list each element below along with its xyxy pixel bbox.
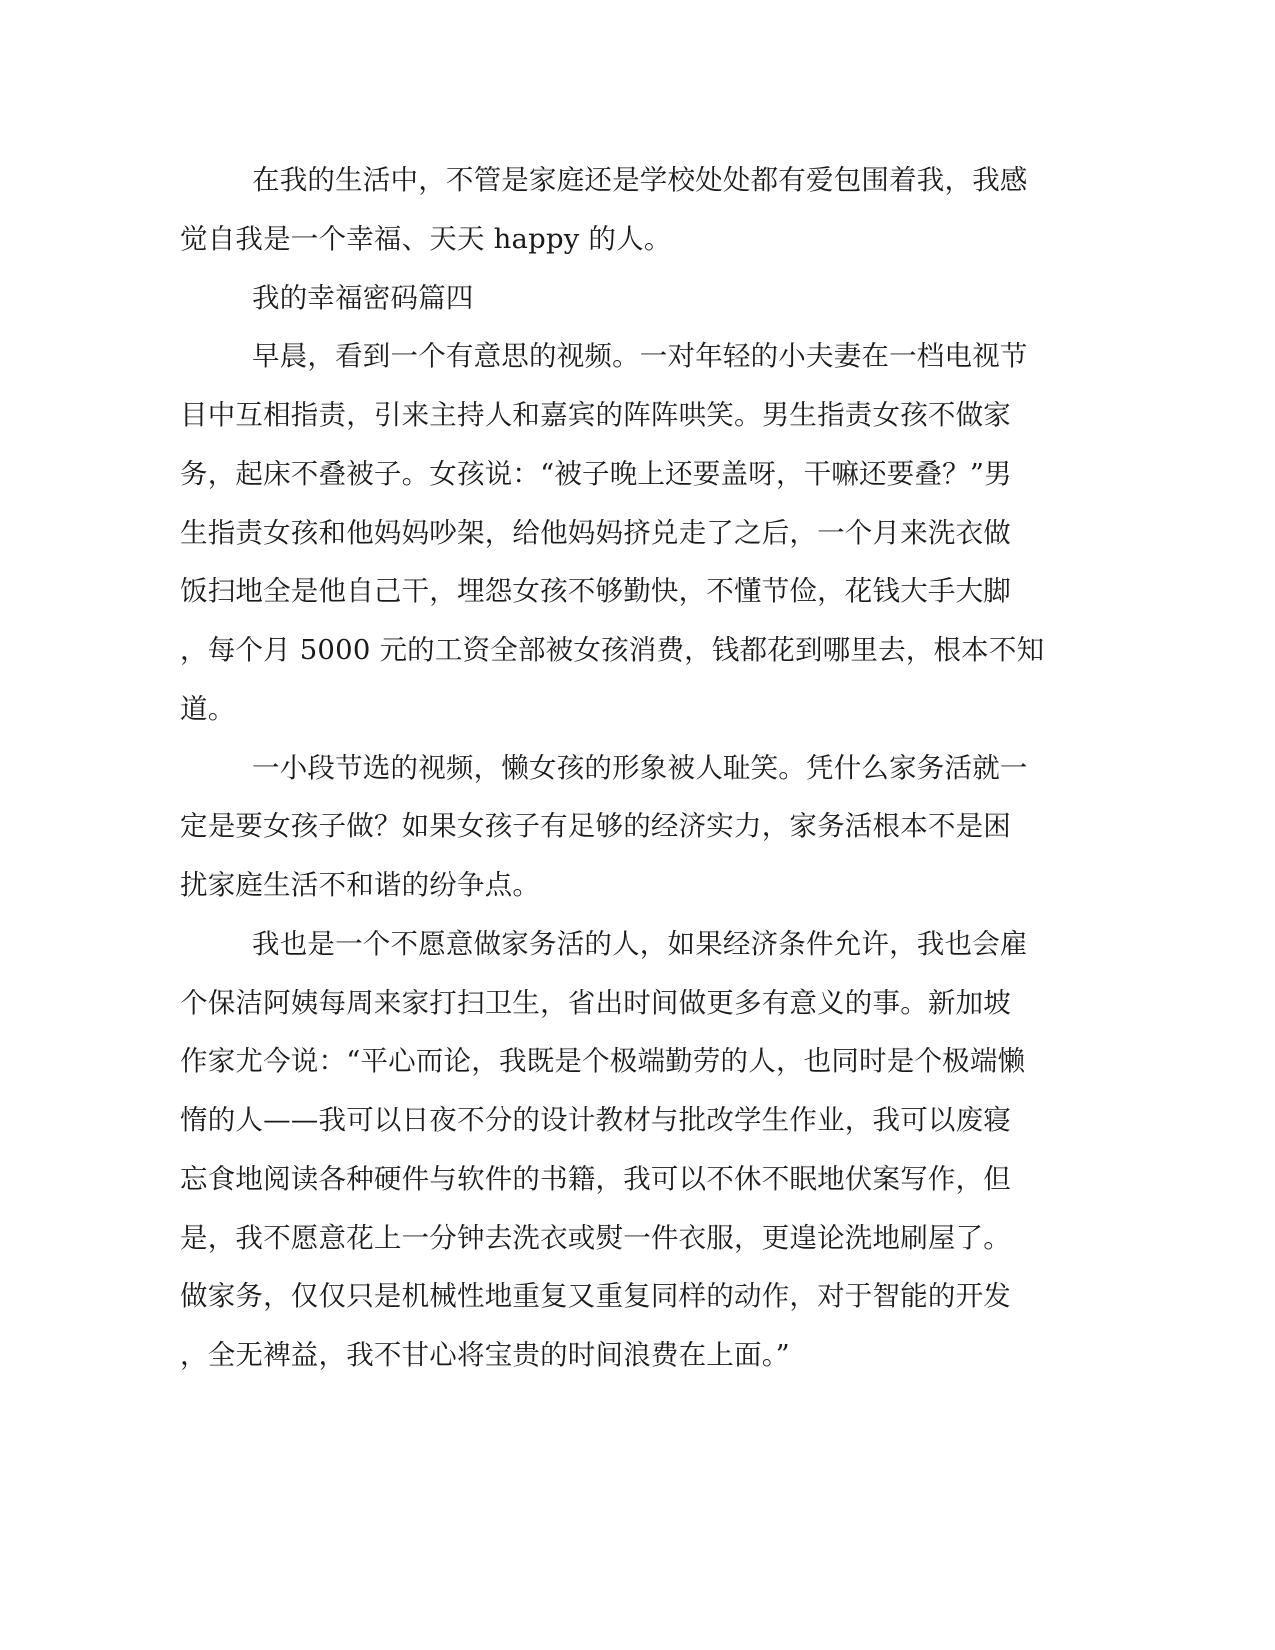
paragraph-line: 作家尤今说：“平心而论，我既是个极端勤劳的人，也同时是个极端懒 (180, 1045, 1026, 1078)
paragraph-line: 做家务，仅仅只是机械性地重复又重复同样的动作，对于智能的开发 (180, 1280, 1011, 1313)
paragraph-line: 是，我不愿意花上一分钟去洗衣或熨一件衣服，更遑论洗地刷屋了。 (180, 1221, 1011, 1254)
section-heading-text: 我的幸福密码篇四 (252, 281, 474, 314)
paragraph-line: 务，起床不叠被子。女孩说：“被子晚上还要盖呀，干嘛还要叠？”男 (180, 457, 1012, 490)
paragraph-line: ，每个月 5000 元的工资全部被女孩消费，钱都花到哪里去，根本不知 (180, 634, 1045, 666)
paragraph-author-quote (180, 915, 1040, 1385)
paragraph-line: 忘食地阅读各种硬件与软件的书籍，我可以不休不眠地伏案写作，但 (180, 1162, 1011, 1195)
paragraph-line: 早晨，看到一个有意思的视频。一对年轻的小夫妻在一档电视节 (252, 340, 1028, 373)
paragraph-line: 个保洁阿姨每周来家打扫卫生，省出时间做更多有意义的事。新加坡 (180, 986, 1011, 1019)
document-body (180, 151, 1045, 1385)
paragraph-line: 扰家庭生活不和谐的纷争点。 (180, 869, 541, 901)
paragraph-housework-question (180, 739, 1040, 915)
section-heading (180, 269, 1040, 328)
paragraph-video-story (180, 327, 1045, 738)
paragraph-line: 定是要女孩子做？如果女孩子有足够的经济实力，家务活根本不是困 (180, 810, 1011, 843)
paragraph-line: 目中互相指责，引来主持人和嘉宾的阵阵哄笑。男生指责女孩不做家 (180, 399, 1011, 431)
paragraph-line: ，全无裨益，我不甘心将宝贵的时间浪费在上面。” (180, 1339, 790, 1371)
paragraph-line: 惰的人——我可以日夜不分的设计教材与批改学生作业，我可以废寝 (180, 1104, 1011, 1136)
paragraph-line: 道。 (180, 692, 236, 725)
paragraph-line: 饭扫地全是他自己干，埋怨女孩不够勤快，不懂节俭，花钱大手大脚 (180, 575, 1011, 608)
paragraph-line: 觉自我是一个幸福、天天 happy 的人。 (180, 222, 672, 255)
paragraph-line: 生指责女孩和他妈妈吵架，给他妈妈挤兑走了之后，一个月来洗衣做 (180, 516, 1011, 549)
paragraph-line: 在我的生活中，不管是家庭还是学校处处都有爱包围着我，我感 (252, 164, 1028, 196)
paragraph-line: 一小段节选的视频，懒女孩的形象被人耻笑。凭什么家务活就一 (252, 751, 1028, 784)
paragraph-happiness-life (180, 151, 1040, 269)
paragraph-line: 我也是一个不愿意做家务活的人，如果经济条件允许，我也会雇 (252, 927, 1028, 960)
